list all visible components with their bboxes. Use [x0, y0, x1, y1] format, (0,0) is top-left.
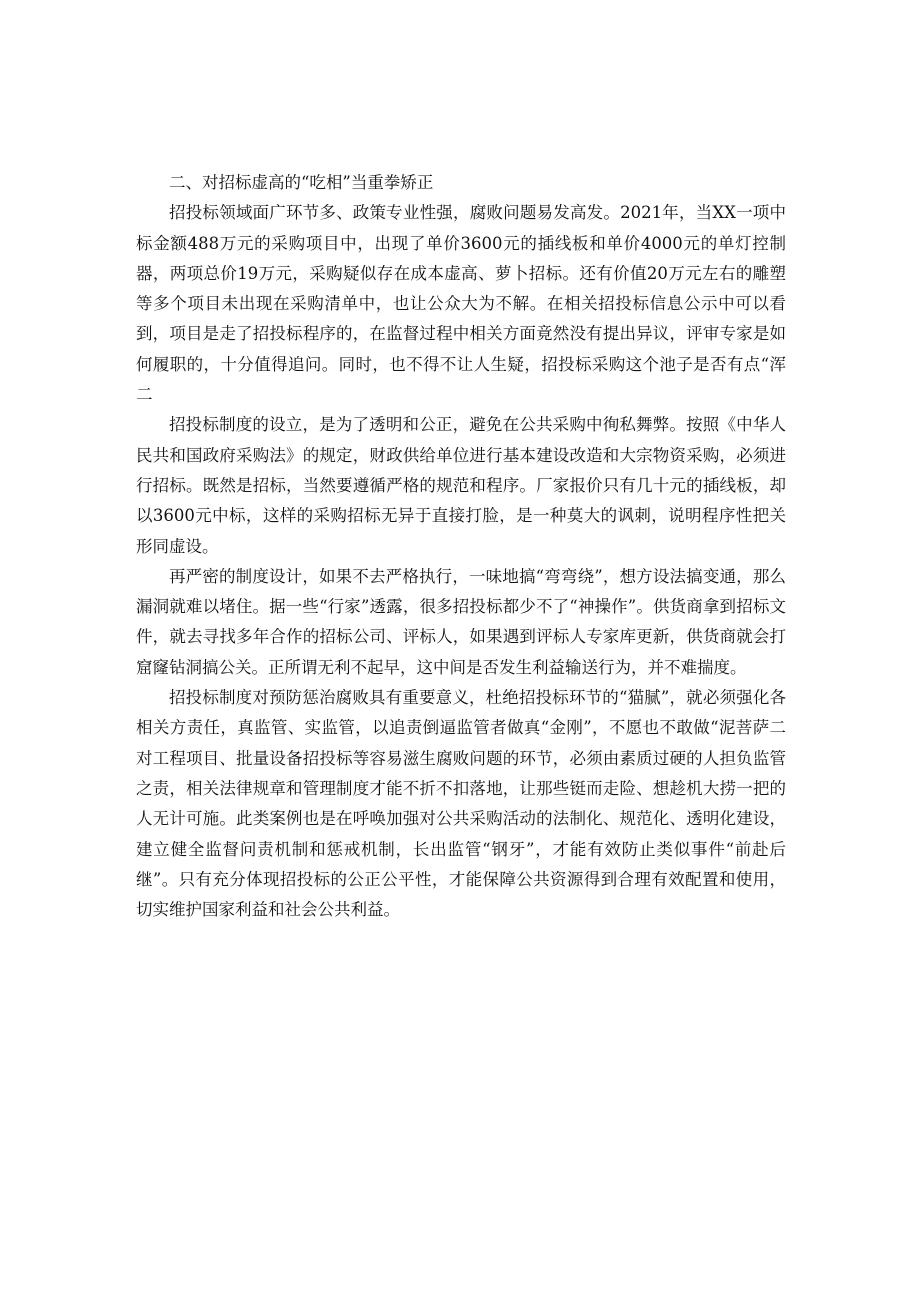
paragraph-2: 招投标制度的设立，是为了透明和公正，避免在公共采购中徇私舞弊。按照《中华人民共和国政府采购法》的规定，财政供给单位进行基本建设改造和大宗物资采购，必须进行招标。既然是招标，当然要遵循严格的规范和程序。厂家报价只有几十元的插线板，却以3600元中标，这样的采购招标无异于直接打脸，是一种莫大的讽刺，说明程序性把关形同虚设。	[136, 415, 786, 556]
paragraph-1: 招投标领域面广环节多、政策专业性强，腐败问题易发高发。2021年，当XX一项中标金额488万元的采购项目中，出现了单价3600元的插线板和单价4000元的单灯控制器，两项总价19万元，采购疑似存在成本虚高、萝卜招标。还有价值20万元左右的雕塑等多个项目未出现在采购清单中，也让公众大为不解。在相关招投标信息公示中可以看到，项目是走了招投标程序的，在监督过程中相关方面竟然没有提出异议，评审专家是如何履职的，十分值得追问。同时，也不得不让人生疑，招投标采购这个池子是否有点“浑二	[136, 203, 786, 405]
document-body	[136, 168, 786, 925]
paragraph-3: 再严密的制度设计，如果不去严格执行，一味地搞“弯弯绕”，想方设法搞变通，那么漏洞就难以堵住。据一些“行家”透露，很多招投标都少不了“神操作”。供货商拿到招标文件，就去寻找多年合作的招标公司、评标人，如果遇到评标人专家库更新，供货商就会打窟窿钻洞搞公关。正所谓无利不起早，这中间是否发生利益输送行为，并不难揣度。	[136, 566, 786, 677]
paragraph-4: 招投标制度对预防惩治腐败具有重要意义，杜绝招投标环节的“猫腻”，就必须强化各相关方责任，真监管、实监管，以追责倒逼监管者做真“金刚”，不愿也不敢做“泥菩萨二对工程项目、批量设备招投标等容易滋生腐败问题的环节，必须由素质过硬的人担负监管之责，相关法律规章和管理制度才能不折不扣落地，让那些铤而走险、想趁机大捞一把的人无计可施。此类案例也是在呼唤加强对公共采购活动的法制化、规范化、透明化建设，建立健全监督问责机制和惩戒机制，长出监管“钢牙”，才能有效防止类似事件“前赴后继”。只有充分体现招投标的公正公平性，才能保障公共资源得到合理有效配置和使用，切实维护国家利益和社会公共利益。	[136, 688, 786, 920]
section-heading: 二、对招标虚高的“吃相”当重拳矫正	[169, 173, 434, 192]
